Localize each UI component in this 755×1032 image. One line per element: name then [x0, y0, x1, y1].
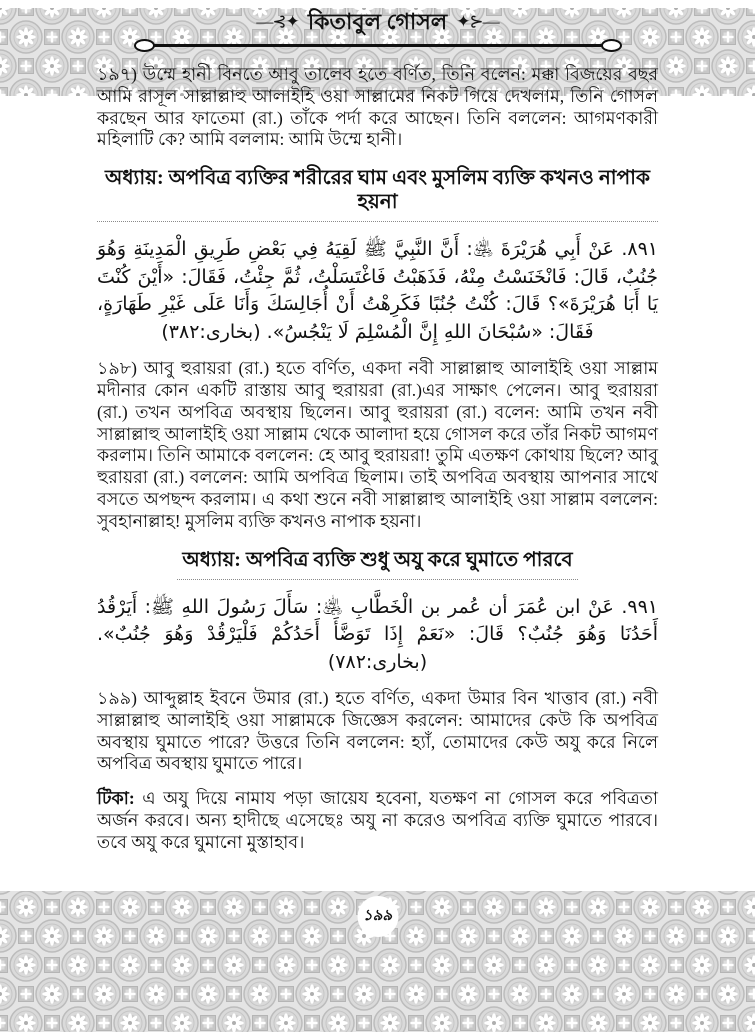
book-page [0, 8, 755, 1032]
section-heading-sleep-with-wudu: অধ্যায়: অপবিত্র ব্যক্তি শুধু অযু করে ঘুমাতে পারবে [97, 548, 658, 580]
footnote [97, 788, 658, 853]
left-flourish-icon: —⊰✦ [256, 12, 299, 31]
hadith-199-translation: ১৯৯) আব্দুল্লাহ ইবনে উমার (রা.) হতে বর্ণিত, একদা উমার বিন খাত্তাব (রা.) নবী সাল্লাল্লাহু আলাইহি ওয়া সাল্লামকে জিজ্ঞেস করলেন: আমাদের কেউ কি অপবিত্র অবস্থায় ঘুমাতে পারে? উত্তরে তিনি বললেন: হ্যাঁ, তোমাদের কেউ অযু করে নিলে অপবিত্র অবস্থায় ঘুমাতে পারে। [97, 688, 658, 774]
running-head [97, 8, 658, 36]
right-flourish-icon: ✦⊱— [456, 12, 499, 31]
page-number-badge [357, 896, 398, 937]
footnote-label: টিকা: [97, 788, 135, 809]
section-heading-sweat-of-junub: অধ্যায়: অপবিত্র ব্যক্তির শরীরের ঘাম এবং মুসলিম ব্যক্তি কখনও নাপাক হয়না [97, 166, 658, 222]
hadith-198-arabic-text: ٨٩١. عَنْ أَبِي هُرَيْرَةَ ﵁: أَنَّ النَّبِيَّ ﷺ لَقِيَهُ فِي بَعْضِ طَرِيقِ الْمَدِينَةِ وَهُوَ جُنُبٌ، قَالَ: فَانْخَنَسْتُ مِنْهُ، فَذَهَبْتُ فَاغْتَسَلْتُ، ثُمَّ جِئْتُ، فَقَالَ: «أَيْنَ كُنْتَ يَا أَبَا هُرَيْرَةَ»؟ قَالَ: كُنْتُ جُنُبًا فَكَرِهْتُ أَنْ أُجَالِسَكَ وَأَنَا عَلَى غَيْرِ طَهَارَةٍ، فَقَالَ: «سُبْحَانَ اللهِ إِنَّ الْمُسْلِمَ لَا يَنْجُسُ». (بخارى:٣٨٢) [97, 238, 658, 343]
header-divider [134, 39, 622, 52]
divider-ring-right-icon [601, 39, 622, 52]
hadith-198-translation: ১৯৮) আবু হুরায়রা (রা.) হতে বর্ণিত, একদা নবী সাল্লাল্লাহু আলাইহি ওয়া সাল্লাম মদীনার কোন একটি রাস্তায় আবু হুরায়রা (রা.)এর সাক্ষাৎ পেলেন। আবু হুরায়রা (রা.) তখন অপবিত্র অবস্থায় ছিলেন। আবু হুরায়রা (রা.) বলেন: আমি তখন নবী সাল্লাল্লাহু আলাইহি ওয়া সাল্লাম থেকে আলাদা হয়ে গোসল করে তাঁর নিকট আগমণ করলাম। তিনি আমাকে বললেন: হে আবু হুরায়রা! তুমি এতক্ষণ কোথায় ছিলে? আবু হুরায়রা (রা.) বললেন: আমি অপবিত্র ছিলাম। তাই অপবিত্র অবস্থায় আপনার সাথে বসতে অপছন্দ করলাম। এ কথা শুনে নবী সাল্লাল্লাহু আলাইহি ওয়া সাল্লাম বললেন: সুবহানাল্লাহ! মুসলিম ব্যক্তি কখনও নাপাক হয়না। [97, 358, 658, 531]
page-content [0, 8, 755, 854]
hadith-199-arabic-text: ٩٩١. عَنْ ابن عُمَرَ أن عُمر بن الْخَطَّابِ ﵁: سَأَلَ رَسُولَ اللهِ ﷺ: أَيَرْقُدُ أَحَدُنَا وَهُوَ جُنُبٌ؟ قَالَ: «نَعَمْ إِذَا تَوَضَّأَ أَحَدُكُمْ فَلْيَرْقُدْ وَهُوَ جُنُبٌ». (بخارى:٧٨٢) [97, 595, 658, 673]
hadith-197-translation: ১৯৭) উম্মে হানী বিনতে আবু তালেব হতে বর্ণিত, তিনি বলেন: মক্কা বিজয়ের বছর আমি রাসূল সাল্লাল্লাহু আলাইহি ওয়া সাল্লামের নিকট গিয়ে দেখলাম, তিনি গোসল করছেন আর ফাতেমা (রা.) তাঁকে পর্দা করে আছেন। তিনি বললেন: আগমণকারী মহিলাটি কে? আমি বললাম: আমি উম্মে হানী। [97, 64, 658, 150]
divider-bar [153, 44, 603, 47]
page-number: ১৯৯ [362, 908, 393, 924]
divider-ring-left-icon [134, 39, 155, 52]
book-section-title: কিতাবুল গোসল [307, 9, 448, 34]
footnote-text: এ অযু দিয়ে নামায পড়া জায়েয হবেনা, যতক্ষণ না গোসল করে পবিত্রতা অর্জন করবে। অন্য হাদীছে এসেছেঃ অযু না করেও অপবিত্র ব্যক্তি ঘুমাতে পারবে। তবে অযু করে ঘুমানো মুস্তাহাব। [97, 788, 658, 852]
